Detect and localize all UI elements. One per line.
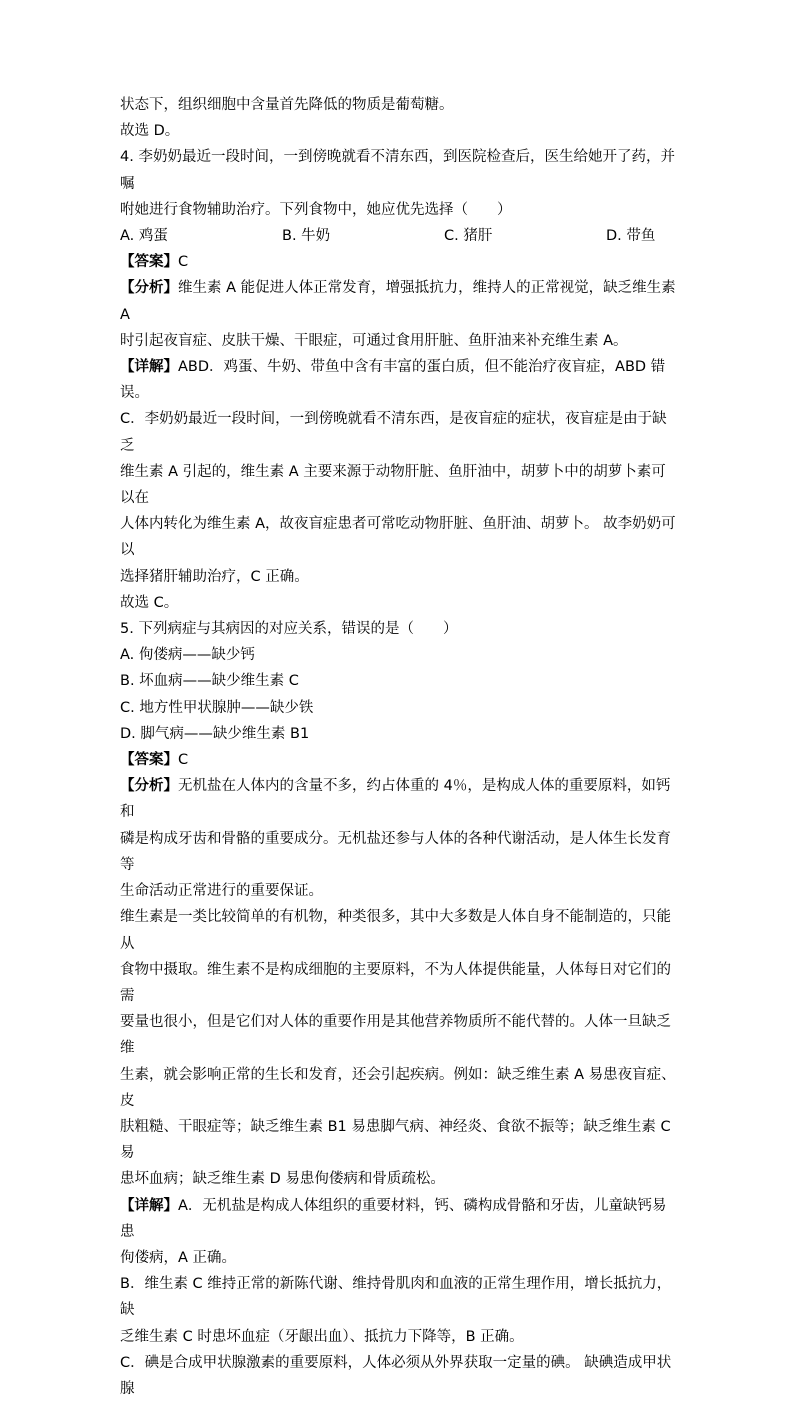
document-content bbox=[120, 92, 680, 1402]
option-d: D. 带鱼 bbox=[606, 228, 656, 245]
text-line: 生命活动正常进行的重要保证。 bbox=[120, 883, 323, 900]
option-c: C. 地方性甲状腺肿——缺少铁 bbox=[120, 699, 314, 716]
analysis-tag: 【分析】 bbox=[120, 778, 178, 795]
text-line: 状态下，组织细胞中含量首先降低的物质是葡萄糖。 bbox=[120, 97, 454, 113]
analysis-line bbox=[120, 773, 680, 825]
detail-text: ABD．鸡蛋、牛奶、带鱼中含有丰富的蛋白质，但不能治疗夜盲症，ABD 错误。 bbox=[120, 359, 666, 402]
question-4-stem: 4. 李奶奶最近一段时间，一到傍晚就看不清东西，到医院检查后，医生给她开了药，并嘱 bbox=[120, 149, 675, 192]
analysis-tag: 【分析】 bbox=[120, 280, 178, 297]
analysis-text: 维生素 A 能促进人体正常发育，增强抵抗力，维持人的正常视觉，缺乏维生素 A bbox=[120, 280, 676, 323]
text-line: 选择猪肝辅助治疗，C 正确。 bbox=[120, 568, 309, 585]
text-line: 佝偻病，A 正确。 bbox=[120, 1249, 237, 1266]
text-line: 故选 D。 bbox=[120, 123, 180, 140]
detail-tag: 【详解】 bbox=[120, 359, 178, 376]
text-line: 维生素 A 引起的，维生素 A 主要来源于动物肝脏、鱼肝油中，胡萝卜中的胡萝卜素可以在 bbox=[120, 463, 666, 507]
text-line: 肤粗糙、干眼症等；缺乏维生素 B1 易患脚气病、神经炎、食欲不振等；缺乏维生素 C 易 bbox=[120, 1118, 671, 1162]
text-line: 人体内转化为维生素 A，故夜盲症患者可常吃动物肝脏、鱼肝油、胡萝卜。 故李奶奶可以 bbox=[120, 516, 676, 559]
text-line: 患坏血病；缺乏维生素 D 易患佝偻病和骨质疏松。 bbox=[120, 1171, 445, 1188]
detail-line bbox=[120, 354, 680, 406]
analysis-text: 无机盐在人体内的含量不多，约占体重的 4％，是构成人体的重要原料，如钙和 bbox=[120, 778, 671, 821]
text-line: 时引起夜盲症、皮肤干燥、干眼症，可通过食用肝脏、鱼肝油来补充维生素 A。 bbox=[120, 332, 628, 349]
text-line: 食物中摄取。维生素不是构成细胞的主要原料，不为人体提供能量，人体每日对它们的需 bbox=[120, 961, 671, 1004]
text-line: 要量也很小，但是它们对人体的重要作用是其他营养物质所不能代替的。人体一旦缺乏维 bbox=[120, 1014, 671, 1057]
option-c: C. 猪肝 bbox=[444, 228, 493, 245]
text-line: C．碘是合成甲状腺激素的重要原料，人体必须从外界获取一定量的碘。 缺碘造成甲状腺 bbox=[120, 1354, 672, 1397]
text-line: B．维生素 C 维持正常的新陈代谢、维持骨肌肉和血液的正常生理作用，增长抵抗力，缺 bbox=[120, 1276, 672, 1319]
conclusion-line: 故选 C。 bbox=[120, 594, 179, 611]
text-line: C．李奶奶最近一段时间，一到傍晚就看不清东西，是夜盲症的症状，夜盲症是由于缺乏 bbox=[120, 411, 667, 454]
answer-line bbox=[120, 249, 680, 275]
question-4-stem: 咐她进行食物辅助治疗。下列食物中，她应优先选择（ ） bbox=[120, 201, 512, 218]
option-a: A. 佝偻病——缺少钙 bbox=[120, 647, 255, 664]
option-a: A. 鸡蛋 bbox=[120, 228, 168, 245]
text-line: 乏维生素 C 时患坏血症（牙龈出血）、抵抗力下降等，B 正确。 bbox=[120, 1328, 524, 1345]
analysis-line bbox=[120, 275, 680, 327]
answer-line bbox=[120, 747, 680, 773]
question-5-stem: 5. 下列病症与其病因的对应关系，错误的是（ ） bbox=[120, 621, 458, 638]
text-line: 维生素是一类比较简单的有机物，种类很多，其中大多数是人体自身不能制造的，只能从 bbox=[120, 909, 671, 952]
option-d: D. 脚气病——缺少维生素 B1 bbox=[120, 725, 310, 742]
answer-tag: 【答案】 bbox=[120, 752, 178, 769]
detail-line bbox=[120, 1193, 680, 1245]
option-b: B. 牛奶 bbox=[282, 228, 331, 245]
question-4-options bbox=[120, 223, 680, 249]
option-b: B. 坏血病——缺少维生素 C bbox=[120, 673, 299, 690]
answer-value: C bbox=[178, 254, 189, 271]
text-line: 生素，就会影响正常的生长和发育，还会引起疾病。例如：缺乏维生素 A 易患夜盲症、皮 bbox=[120, 1066, 676, 1109]
answer-value: C bbox=[178, 752, 189, 769]
detail-text: A．无机盐是构成人体组织的重要材料，钙、磷构成骨骼和牙齿，儿童缺钙易患 bbox=[120, 1197, 667, 1240]
detail-tag: 【详解】 bbox=[120, 1197, 178, 1214]
text-line: 磷是构成牙齿和骨骼的重要成分。无机盐还参与人体的各种代谢活动，是人体生长发育等 bbox=[120, 830, 671, 873]
answer-tag: 【答案】 bbox=[120, 254, 178, 271]
